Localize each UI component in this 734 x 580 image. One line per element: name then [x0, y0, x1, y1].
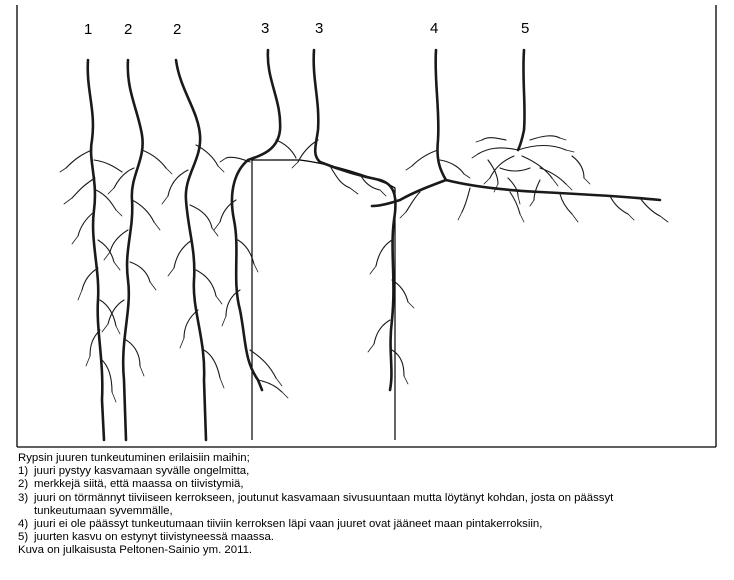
caption-item-text: juuri ei ole päässyt tunkeutumaan tiiviin kerroksen läpi vaan juuret ovat jääneet maan pintakerroksiin,	[34, 518, 543, 531]
root-2b	[162, 60, 224, 440]
root-3a	[214, 50, 296, 398]
label-root-3b: 3	[315, 20, 324, 37]
compacted-layer-outline	[252, 160, 395, 440]
caption-item-text: juuri on törmännyt tiiviiseen kerrokseen, joutunut kasvamaan sivusuuntaan mutta löytänyt kohdan, josta on päässyt	[34, 491, 614, 504]
caption-title: Rypsin juuren tunkeutuminen erilaisiin maihin;	[18, 452, 250, 464]
figure-caption	[18, 452, 718, 558]
label-root-1: 1	[84, 21, 93, 38]
root-3b	[292, 50, 414, 390]
caption-source: Kuva on julkaisusta Peltonen-Sainio ym. 2011.	[18, 544, 253, 557]
root-5	[472, 50, 590, 206]
label-root-2a: 2	[124, 21, 133, 38]
root-4	[372, 50, 668, 222]
caption-item-text: merkkejä siitä, että maassa on tiivistymiä,	[34, 478, 244, 491]
caption-item-5	[18, 531, 718, 544]
caption-item-text: juuri pystyy kasvamaan syvälle ongelmitta,	[34, 465, 250, 478]
caption-item-number: 1)	[18, 465, 29, 478]
caption-item-number: 5)	[18, 531, 29, 544]
root-2a	[102, 60, 172, 440]
caption-item-4	[18, 518, 718, 531]
root-1	[60, 60, 122, 440]
label-root-3a: 3	[261, 20, 270, 37]
label-root-5: 5	[521, 20, 530, 37]
caption-item-number: 4)	[18, 518, 29, 531]
caption-item-1	[18, 465, 718, 478]
label-root-4: 4	[430, 20, 439, 37]
caption-item-number: 3)	[18, 491, 29, 504]
caption-item-2	[18, 478, 718, 491]
caption-item-text: juurten kasvu on estynyt tiivistyneessä maassa.	[34, 531, 274, 544]
caption-item-3	[18, 492, 718, 505]
label-root-2b: 2	[173, 21, 182, 38]
caption-item-3-continuation: tunkeutumaan syvemmälle,	[34, 504, 173, 517]
caption-item-number: 2)	[18, 478, 29, 491]
